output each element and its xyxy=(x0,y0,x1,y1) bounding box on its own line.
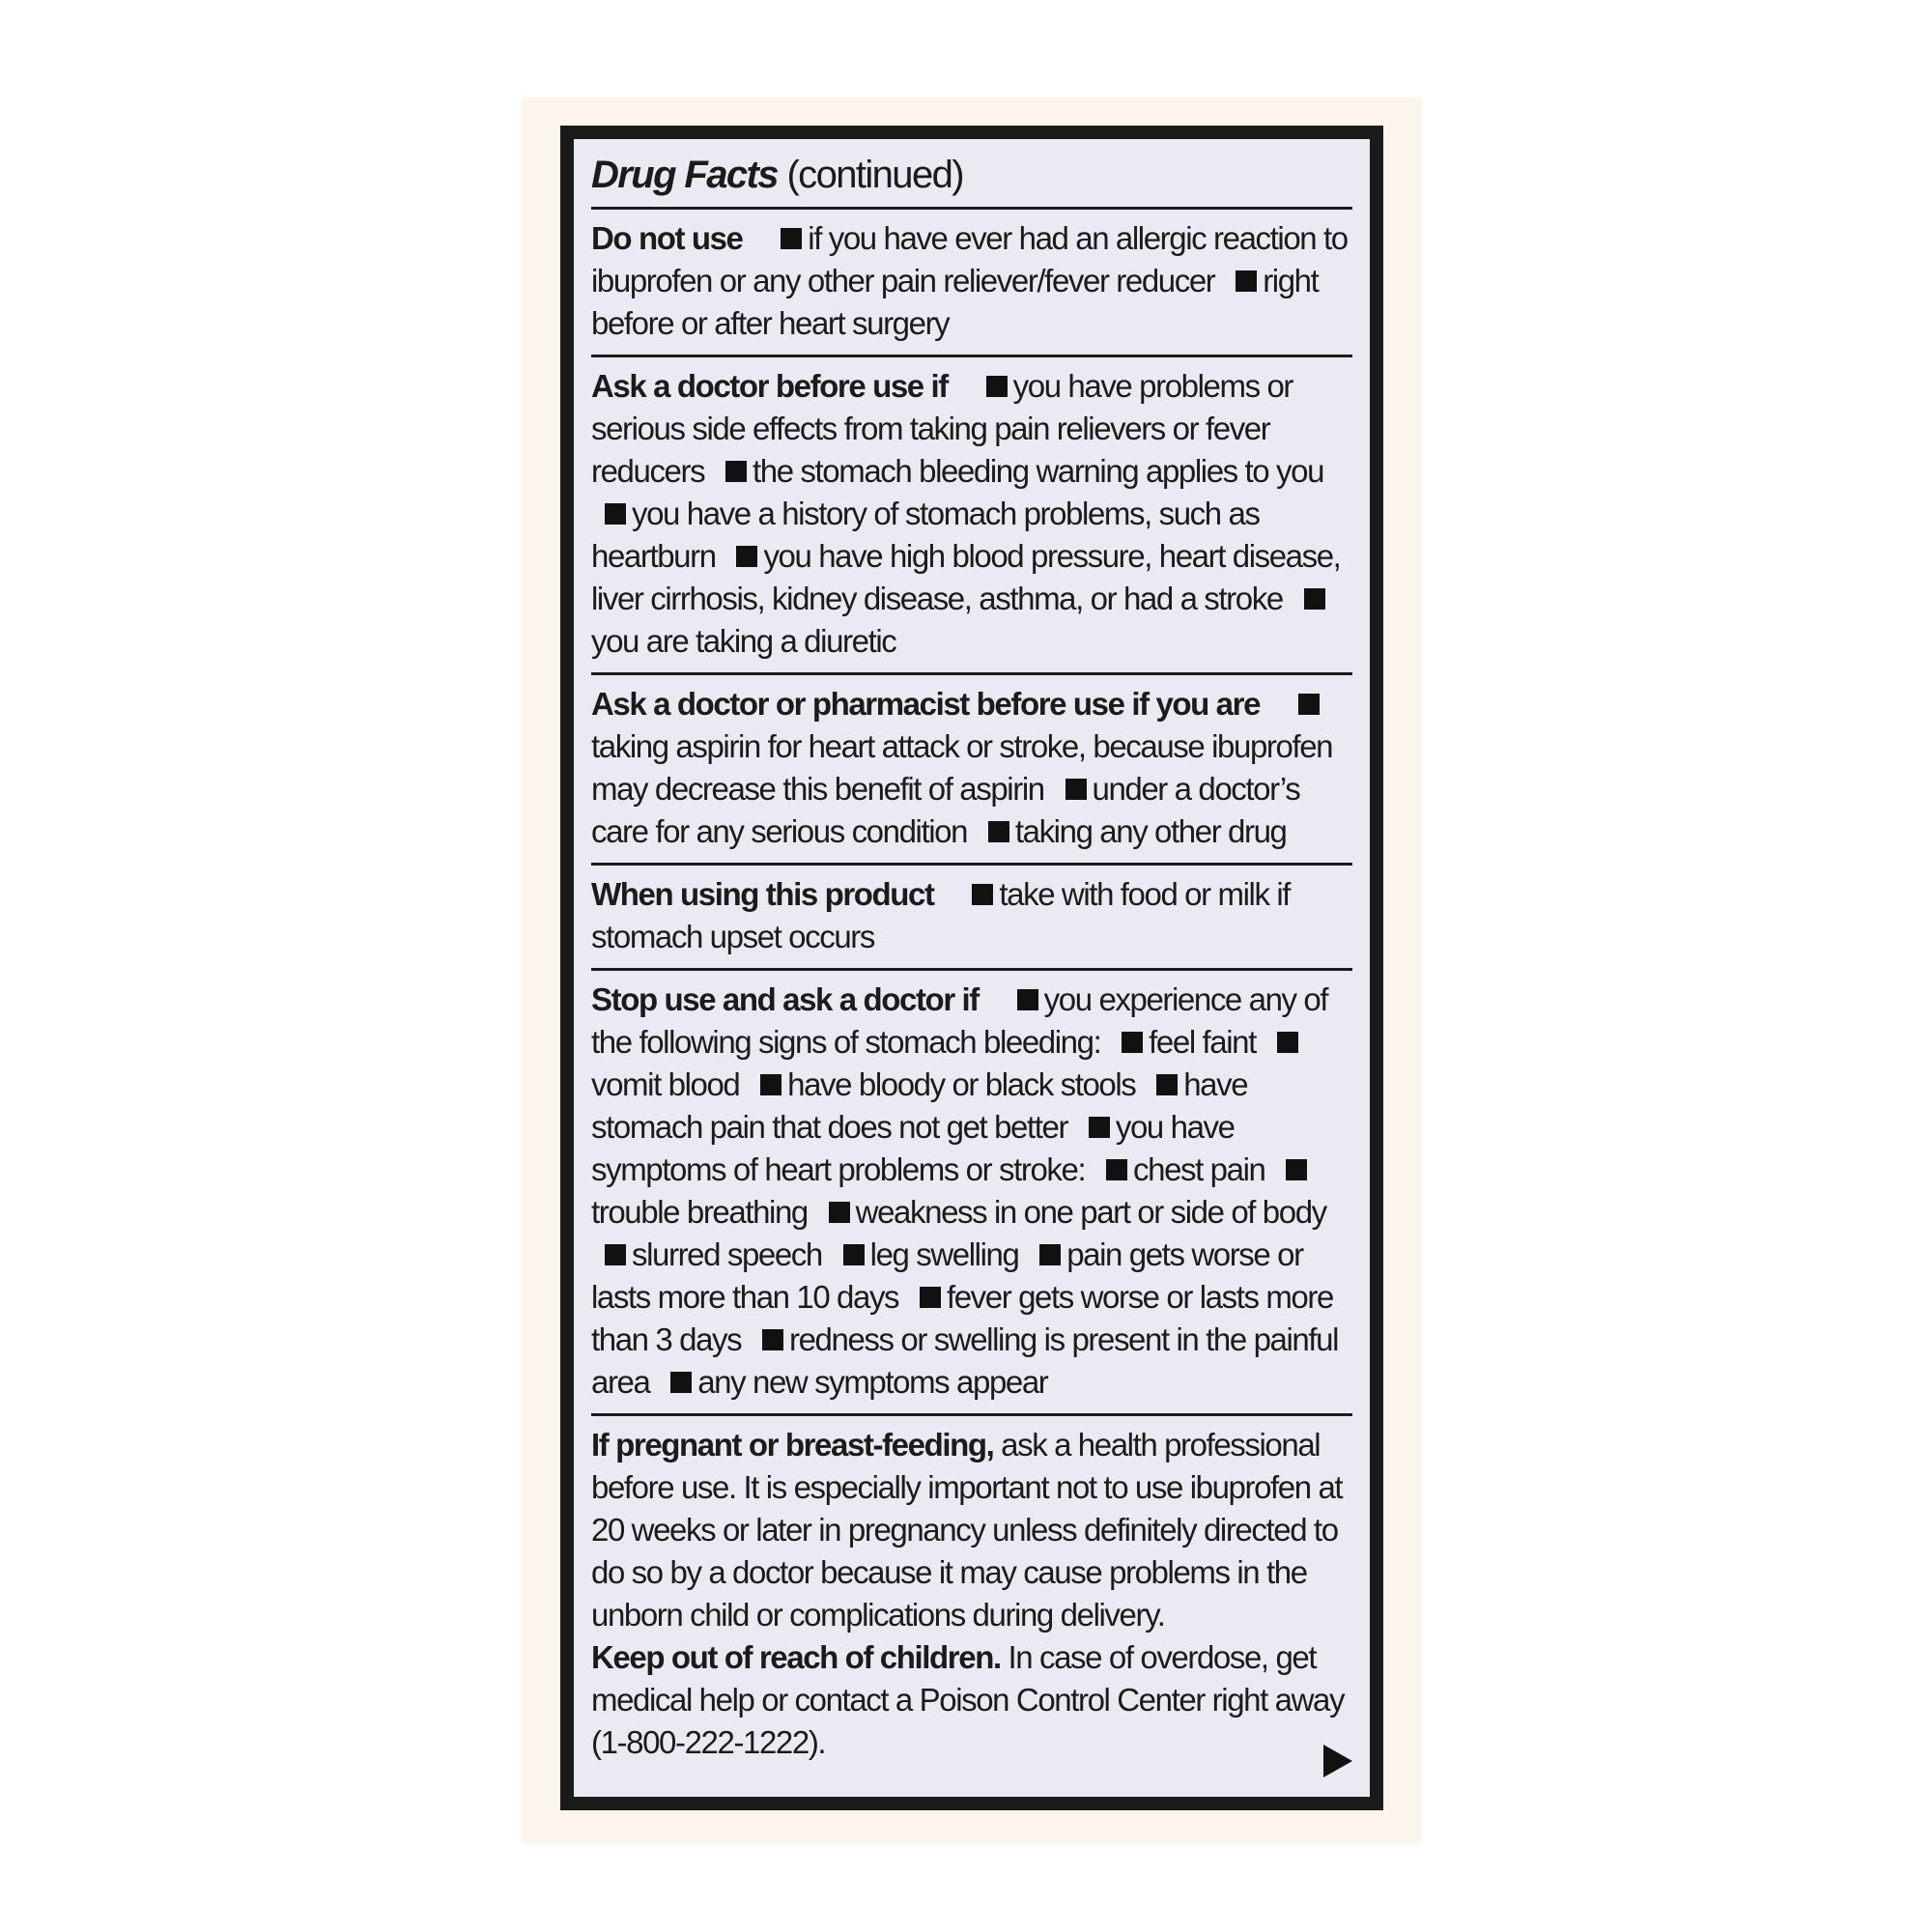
bullet-text: right before or after heart surgery xyxy=(591,263,1319,341)
bullet-text: leg swelling xyxy=(869,1236,1019,1272)
section-3 xyxy=(591,863,1352,968)
square-bullet-icon xyxy=(1106,1159,1127,1180)
bullet-text: trouble breathing xyxy=(591,1194,808,1230)
section-paragraph xyxy=(591,873,1352,958)
bullet-text: you have symptoms of heart problems or stroke: xyxy=(591,1109,1235,1187)
title-suffix: (continued) xyxy=(786,154,963,196)
square-bullet-icon xyxy=(920,1287,941,1308)
section-paragraph xyxy=(591,683,1352,853)
square-bullet-icon xyxy=(1304,588,1325,610)
pregnancy-paragraph xyxy=(591,1424,1352,1636)
section-paragraph xyxy=(591,217,1352,345)
bullet-text: you have a history of stomach problems, such as heartburn xyxy=(591,496,1260,574)
bullet-text: taking any other drug xyxy=(1014,813,1287,849)
bullet-text: any new symptoms appear xyxy=(697,1364,1048,1400)
square-bullet-icon xyxy=(760,1074,781,1095)
section-heading: When using this product xyxy=(591,876,934,912)
bullet-text: weakness in one part or side of body xyxy=(855,1194,1326,1230)
square-bullet-icon xyxy=(1065,779,1087,800)
bullet-text: redness or swelling is present in the painful area xyxy=(591,1321,1339,1400)
square-bullet-icon xyxy=(1156,1074,1178,1095)
square-bullet-icon xyxy=(988,821,1009,842)
bullet-text: if you have ever had an allergic reaction to ibuprofen or any other pain reliever/fever reducer xyxy=(591,220,1348,298)
bullet-text: you have high blood pressure, heart disease, liver cirrhosis, kidney disease, asthma, or had a stroke xyxy=(591,538,1341,616)
section-heading: Ask a doctor or pharmacist before use if you are xyxy=(591,686,1261,722)
bullet-text: feel faint xyxy=(1149,1024,1256,1060)
square-bullet-icon xyxy=(781,228,802,249)
section-paragraph xyxy=(591,365,1352,663)
bullet-text: you have problems or serious side effects from taking pain relievers or fever reducers xyxy=(591,368,1293,489)
children-paragraph xyxy=(591,1636,1352,1764)
drug-facts-box xyxy=(560,126,1383,1810)
bullet-text: the stomach bleeding warning applies to you xyxy=(752,453,1324,489)
bullet-text: pain gets worse or lasts more than 10 days xyxy=(591,1236,1303,1315)
continue-arrow-icon xyxy=(1323,1745,1352,1777)
square-bullet-icon xyxy=(843,1244,865,1265)
square-bullet-icon xyxy=(1298,694,1320,715)
square-bullet-icon xyxy=(1089,1117,1110,1138)
pregnancy-text: ask a health professional before use. It is especially important not to use ibuprofen at 20 weeks or later in pregnancy unless definitely directed to do so by a doctor because it may cause problems in the unborn child or complications during delivery. xyxy=(591,1427,1343,1633)
children-heading: Keep out of reach of children. xyxy=(591,1639,1001,1675)
section-2 xyxy=(591,672,1352,863)
bullet-text: have bloody or black stools xyxy=(787,1066,1136,1102)
drug-facts-content xyxy=(574,139,1370,1797)
section-1 xyxy=(591,355,1352,672)
section-paragraph xyxy=(591,979,1352,1404)
section-heading: Stop use and ask a doctor if xyxy=(591,981,979,1017)
square-bullet-icon xyxy=(725,461,747,482)
square-bullet-icon xyxy=(986,376,1008,397)
section-heading: Ask a doctor before use if xyxy=(591,368,948,404)
square-bullet-icon xyxy=(1286,1159,1307,1180)
square-bullet-icon xyxy=(736,546,757,567)
square-bullet-icon xyxy=(1236,270,1257,292)
square-bullet-icon xyxy=(1277,1032,1298,1053)
section-4 xyxy=(591,968,1352,1413)
bullet-text: you are taking a diuretic xyxy=(591,623,896,659)
bullet-text: chest pain xyxy=(1133,1151,1265,1187)
section-heading: Do not use xyxy=(591,220,743,256)
bullet-text: have stomach pain that does not get better xyxy=(591,1066,1248,1145)
square-bullet-icon xyxy=(1122,1032,1143,1053)
children-text: In case of overdose, get medical help or contact a Poison Control Center right away (1-800-222-1222). xyxy=(591,1639,1345,1760)
bullet-text: fever gets worse or lasts more than 3 days xyxy=(591,1279,1333,1357)
bullet-text: under a doctor’s care for any serious condition xyxy=(591,771,1300,849)
bullet-text: vomit blood xyxy=(591,1066,740,1102)
square-bullet-icon xyxy=(605,503,626,525)
bullet-text: take with food or milk if stomach upset occurs xyxy=(591,876,1291,954)
section-0 xyxy=(591,207,1352,355)
bullet-text: slurred speech xyxy=(632,1236,822,1272)
square-bullet-icon xyxy=(1017,989,1038,1010)
bullet-text: taking aspirin for heart attack or stroke, because ibuprofen may decrease this benefit of aspirin xyxy=(591,728,1333,807)
square-bullet-icon xyxy=(972,884,993,905)
drug-facts-title: Drug Facts xyxy=(591,154,778,196)
sections-container xyxy=(591,207,1352,1413)
square-bullet-icon xyxy=(762,1329,783,1350)
square-bullet-icon xyxy=(605,1244,626,1265)
square-bullet-icon xyxy=(670,1372,692,1393)
section-pregnancy-and-children xyxy=(591,1413,1352,1774)
square-bullet-icon xyxy=(1039,1244,1061,1265)
pregnancy-heading: If pregnant or breast-feeding, xyxy=(591,1427,994,1463)
bullet-text: you experience any of the following signs of stomach bleeding: xyxy=(591,981,1328,1060)
drug-facts-title-row xyxy=(591,143,1352,207)
square-bullet-icon xyxy=(829,1202,850,1223)
